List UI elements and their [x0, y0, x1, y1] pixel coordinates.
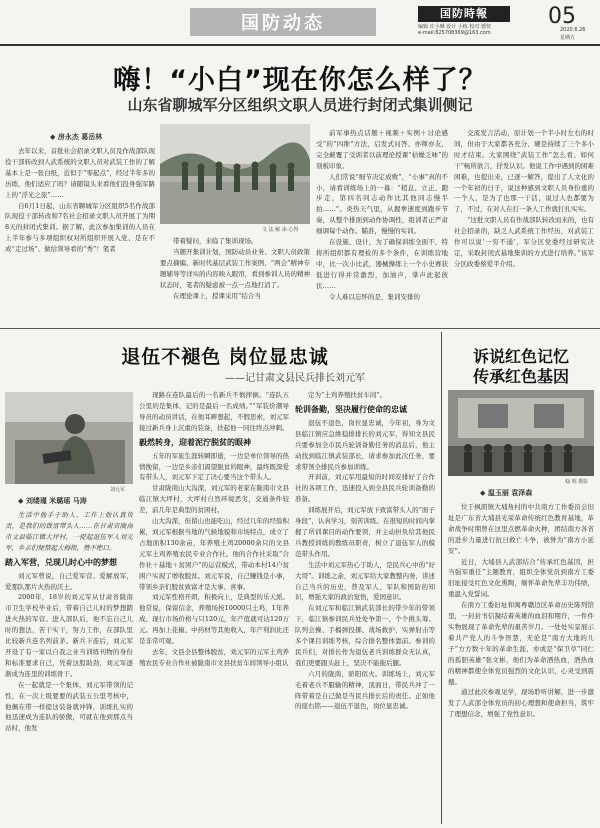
byline-names: 房永杰 葛岳林: [57, 133, 103, 141]
article3-photo: [448, 390, 594, 476]
byline-marker-icon: ◆: [50, 133, 56, 141]
article2-byline: [18, 496, 87, 506]
article2-photo: [5, 392, 133, 484]
article3-left-rule: [441, 332, 442, 824]
page-number: 05: [548, 4, 576, 29]
byline-marker-icon: ◆: [18, 497, 24, 505]
article1-subhead: 山东省聊城军分区组织文职人员进行封闭式集训侧记: [127, 96, 473, 114]
email-line: e-mail:825708369@163.com: [418, 30, 491, 36]
article1-byline: [50, 132, 102, 142]
article1-photo-caption: 文 法 解 冰·心得: [262, 227, 299, 233]
article2-subheading-3: 轮训备勤，坚决履行使命的忠诚: [295, 404, 407, 414]
issue-date: 2020.6.26: [560, 27, 586, 33]
article1-column-4: 交流发言活动，原计划一个半小时左右的时间，但由于大家都各充分、硬是持续了三个多小时才结束。大家围绕“武装工作”怎么看、如何干“畅所欲言，抒发认识。他说工作中遇到的困难困难，也提出来，已逐一解答，提出了人文化的一个年初的日子，说这种感到文职人员身份重的一个人，是为了也那一干活，说过人也都要为了，不过，在对人在打一条人工作就打扎实实。 “这批文职人员有作战部队转改而来的，也有社会招录的，缺乏人武系统工作经历，对武装工作可以说‘一穷不通’，军分区党委经过研究决定，采取封闭式基地集训的方式进行培养。”该军分区政委蔡爱平介绍。: [454, 129, 594, 268]
article2-photo-caption: 刘元军: [110, 487, 126, 493]
article3-byline: [480, 488, 532, 498]
editor-line: 编辑 许小琳 设计 小栋 校对 德忱: [418, 24, 491, 30]
article3-column: 位于枫朗镇大埔角村的中共南方工作委员会旧址是广东省大埔县光荣革命传统红色教育基地，革命战争时期曾在这里点燃革命火种，团结南方各省的进步力量进行抗日救亡斗争，被誉为“南方小延安”。 近日，大埔县人武部结合“传承红色基因，担当强军重任”主题教育，组织全体党员到南方工委旧址接受红色文化熏陶，缅怀革命先辈丰功伟绩，重温入党誓词。 在南方工委旧址和闽粤赣边区革命历史陈列馆里，一封封书信凝结着英雄的血泪和期许，一件件实物展现了革命先辈的艰苦岁月。一处处实景展示着共产党人的斗争智慧，无论是“南方大地的儿子”方方数十年的革命生涯，亦或是“保卫草”同仁的孤胆英雄”张文彬，他们为革命洒热血，酒热血的精神都使全体党员强烈的文化认识，心灵受到震撼。 通过此次参观见学，现场聆听讲解，进一步激发了人武部全体党员的初心理想和使命担当，筑牢了理想信念，增强了党性意识。: [448, 503, 594, 719]
article3-photo-caption: 翰 明 摄影: [565, 479, 589, 485]
page-header: [0, 0, 600, 44]
section-title: 国防动态: [241, 13, 325, 34]
article2-column-1: 生活中他手于助人、工作上他认真负责，是我们的致富带头人……在甘肃省陇南市文县临江镇大坪村，一提起退伍军人刘元军，乡亲们便禁起大拇指，赞不绝口。 踏入军营，兑现儿时心中的梦想 刘元军曾说，自己爱军营、爱解放军，爱那队那片火热的沃土。 2000年，18岁的刘元军从甘肃省陇南市卫生学校毕业后，带着自己儿时的梦想踏进火热的军营。进入部队后，他不忘自己儿时的想法，苦干实干，努力工作，在部队里比较新兵连名列前茅。新兵下连后，刘元军开设了有一家以自我之业当训练刊物的身份和标准要求自己，凭着这股助劲，刘元军逐渐成为连里的训练骨干。 在一起就是一个集体，刘元军带领的记性，在一次上级要要的武装五公里考核中，他佩在带一样提这装备就冲锋，训练扎实的他迅速成为连队的骄傲，可就在他到那点当站时，他发: [5, 511, 133, 733]
byline-names: 温玉丽 袁泽森: [487, 489, 533, 497]
byline-names: 刘缕瑾 米璐瑶 马涛: [25, 497, 87, 505]
article1-headline: 嗨！“小白”现在你怎么样了？: [113, 65, 487, 96]
article1-column-2: 带着疑问，来临了集训现场。 当题开集训计划，国防动员业务、文职人员政策要点摘编、新时代基层武装工作案例、“两会”精神专题辅导等详实的内容映入眼帘，看到参训人员的精神状态时，笔者的疑虑被一点一点地打消了。 在理论课上，授课采用“结合当: [160, 237, 310, 300]
article2-subheading-1: 踏入军营，兑现儿时心中的梦想: [5, 557, 117, 567]
article1-bottom-rule: [0, 328, 600, 329]
article2-subhead: ——记甘肃文县民兵排长刘元军: [225, 373, 365, 384]
article3-headline-line2: 传承红色基因: [472, 367, 569, 386]
header-rule: [0, 44, 600, 46]
article3-headline-line1: 诉说红色记忆: [472, 347, 569, 366]
article2-headline: 退伍不褪色 岗位显忠诚: [121, 346, 329, 368]
article1-column-1: 去年以来，首批社会招录文职人员及作战部队现役干部转改到人武系统的文职人员对武装工作的了解基本上是一张白纸，近似于“零起点”，经过半年多的历练，他们适应了吗？请随镜头来看他们投身强军路上的“浮光之旅”…… 自6月1日起，山东省聊城军分区组织5名作战部队现役干部转改和7名社会招录文职人员开展了为期8天的封闭式集训。据了解，此次参加集训的人员在上半年参与多项组织权对所组织开展入党、是在不成“走过场”、做给领导看的“秀”！笔者: [5, 147, 155, 254]
article2-column-2: 现路在连队最后的一名新兵不慎摔倒。“连队五公里的是集体，记的是最后一名成绩。”“军装价潮导导员的动员讲话，在他耳畔想起，不假思索，刘元军接过新兵身上沉重的装备，扶起他一同往终点冲刺。 毅然转身，迎着泥泞脱贫的眼神 五年的军旅生涯转瞬即逝，一边是单位领导的热情挽留，一边是乡亲们渴望脱贫的眼神，最终既深爱有带头人，刘元军下定了决心要当这个带头人。 甘肃陇南山大沟深，刘元军的老家在陇南市文县临江镇大坪村，大坪村自然环境恶劣，交通条件较差，前几年是典型的贫困村。 山大沟深，但留山也能吃山，经过几年的经验积累，刘元军根据当地的气候地貌和市场特点，成立了占地面积130余亩，年养殖土鸡20000余只的文县元军土鸡养殖农民专业合作社。他的合作社采取“合作社＋基地＋贫困户”的运营模式，带动本村14户贫困户实现了增收脱贫。刘元军说，自己赚钱是小事，带领乡亲们脱贫致富才是大事、喜事。 刘元军性格开朗，积极向上，是典型的乐天派。他常说，保留信念，养殖场按10000只土鸡，1年养成、现行市场价格与只120元，年产值就可达120万元。再加上花椒、中药材等其他收入，年产利润比还是非常可观。 去年，文县全县整体脱贫，刘元军的元军土鸡养殖农民专业合作社被陇南市文县扶贫车间领导小组认: [139, 391, 289, 667]
newspaper-logo: 国防時報: [418, 6, 510, 22]
article1-photo: [160, 124, 310, 224]
article2-subheading-2: 毅然转身，迎着泥泞脱贫的眼神: [139, 437, 251, 447]
article2-column-3: 定为“土鸡养殖扶贫车间”。 轮训备勤，坚决履行使命的忠诚 退伍不退色，岗位显忠诚，今年初，身为文县临江镇应急维稳排排长的刘元军，得知文县民兵要参加全市民兵轮训备勤任务的消息后，他主动找到临江镇武装部长，请求参加此次任务，要求带领全排民兵参加训练。 开训前，刘元军用最短的时间安排好了合作社的各项工作，迅速投入到全县民兵轮训备勤的准备。 训练展开后，刘元军放下致富带头人的“面子身段”，认真学习，刻苦训练。在很短的时间内掌握了所训课目的动作要领，并主动担负给其他民兵教授训练的教练员职责，树立了退伍军人的模范带头作用。 生活中刘元军热心于助人，是民兵心中的“好大哥”。训练之余，刘元军给大家教整内务，讲述自己当兵的历史，普及军人、军队和国防的知识，增强大家的政治觉悟，爱国意识。 在刘元军和临江镇武装部长的带少年的带领下，临江镇参训民兵处处争第一、个个挑头筹。队列会操、手榴弹投掷、战场救护、实弹射击等多个课目训练考核，综合排名整体靠前。参训的民兵们，对排长作为退伍老兵训练群众无认真，我们更要跟头赶上，坚决不能拖后腿。 六月的陇南，骄阳似火。训练场上，刘元军毛着老兵不服输的精神，顶面日，带民兵冲了一阵带着是自己做是当民兵排长后的责任。正如他的座右铭——退伍不退色，岗位显忠诚。: [295, 391, 435, 711]
issue-weekday: 星期五: [560, 35, 576, 41]
article1-column-3: 前军事热点话题＋视频＋实例＋讨论感受”的“四维”方法，启发式问答、亦师亦友，完全颠覆了受训者以前理论授课“枯燥乏味”的刻板印象。 人们常说“细节决定成败”，“小事”真的不小，请看训练场上的一幕：“稍息、立正、跑步走，第四名同志动作比其他同志慢半拍……”。炎热天气里，从握拳速度到跑步节奏，从整个排面到动作协调性，组训者正严肃细调每个动作。瞄准，慢慢的实训。 在设施、设计，为了确保训练全面不，特将所组织都有理检的多个条件，在训练营地中，比一次小比武，器械操练上一个小史赛获低进行得并常激烈，加油声，掌声此起彼伏…… 令人难以忘怀的是，集训安排的: [316, 129, 448, 301]
byline-marker-icon: ◆: [480, 489, 486, 497]
